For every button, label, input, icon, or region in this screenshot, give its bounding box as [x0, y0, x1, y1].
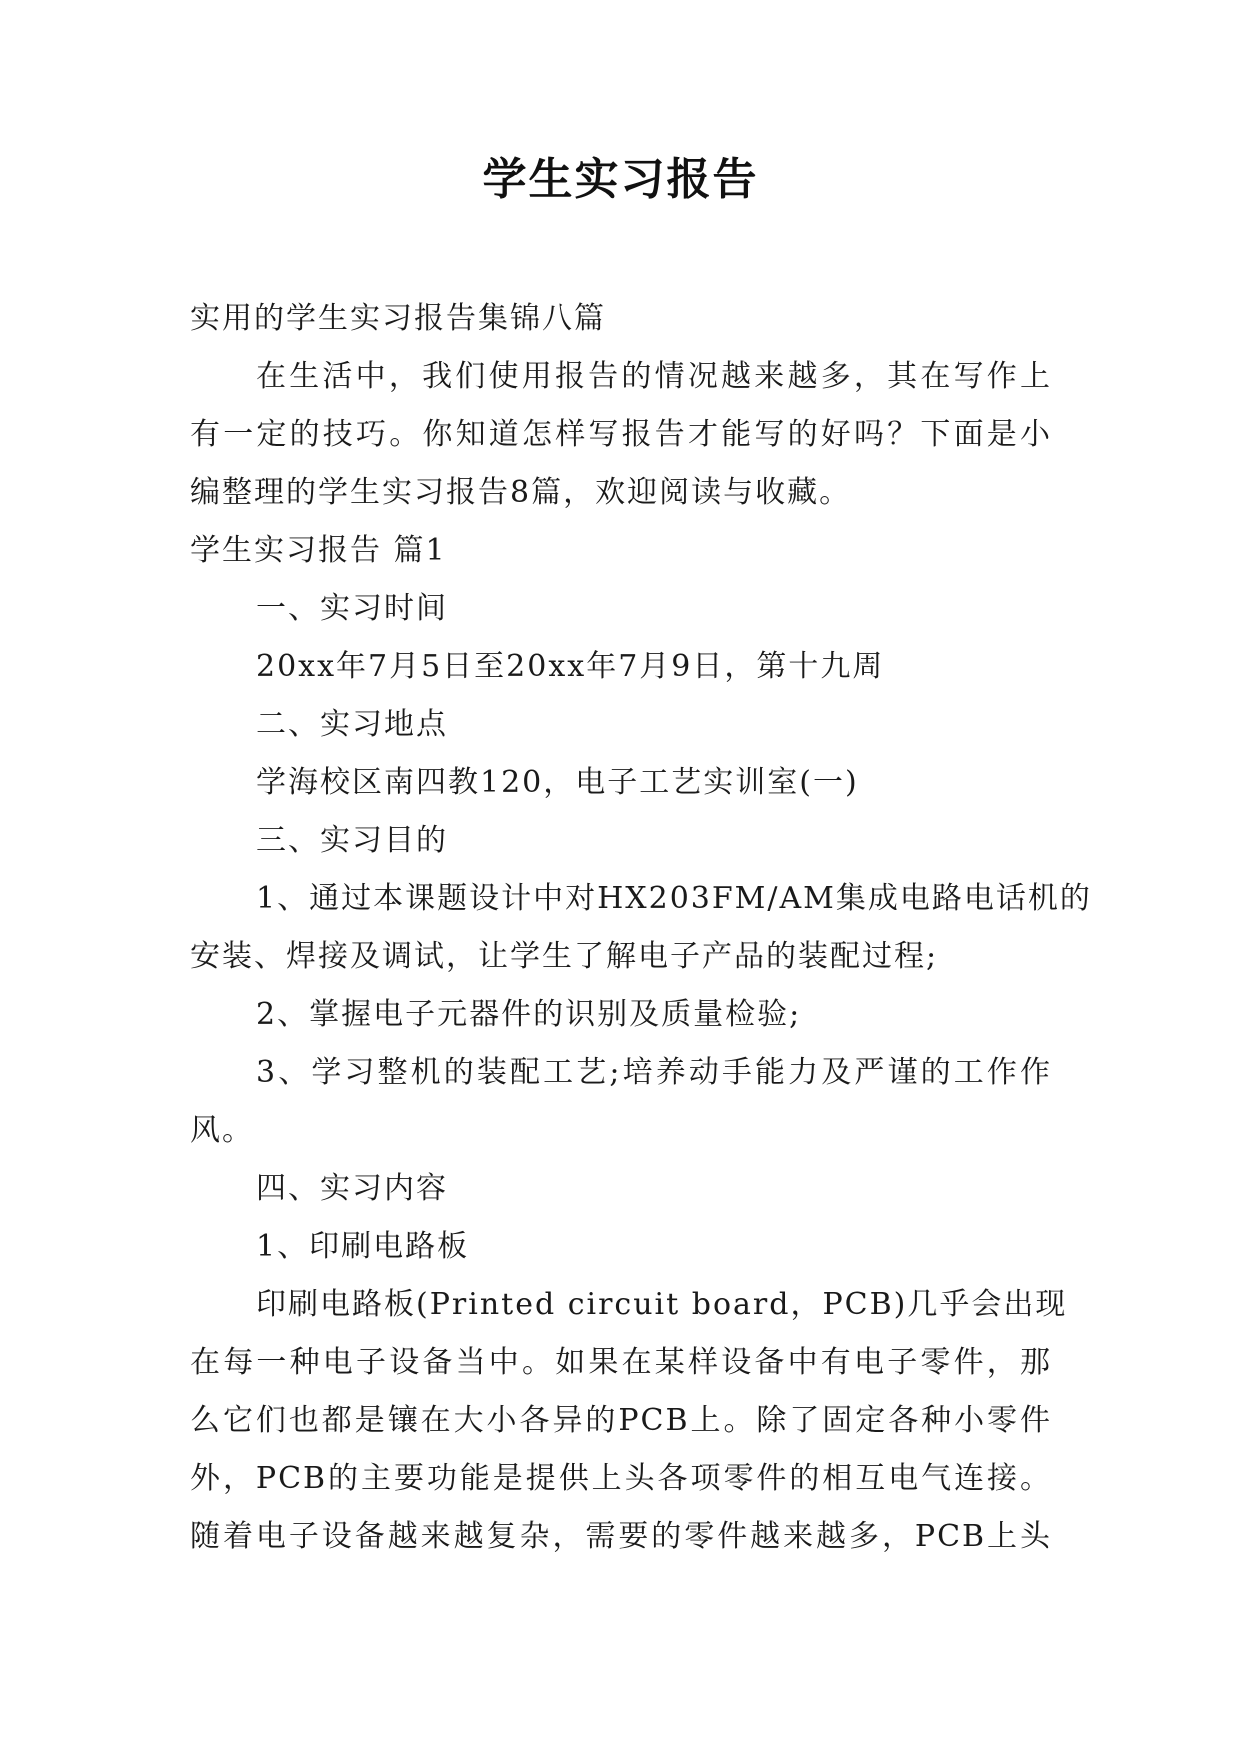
body-line: 安装、焊接及调试，让学生了解电子产品的装配过程; [190, 939, 939, 974]
body-line: 二、实习地点 [256, 707, 448, 742]
body-line: 1、印刷电路板 [256, 1229, 470, 1264]
document-body [190, 290, 1092, 1566]
body-line: 随着电子设备越来越复杂，需要的零件越来越多，PCB上头 [190, 1519, 1052, 1554]
body-line: 在生活中，我们使用报告的情况越来越多，其在写作上 [256, 359, 1052, 394]
body-line: 学海校区南四教120，电子工艺实训室(一) [256, 765, 859, 800]
body-line: 四、实习内容 [256, 1171, 448, 1206]
body-line: 学生实习报告 篇1 [190, 533, 447, 568]
body-line: 实用的学生实习报告集锦八篇 [190, 301, 606, 336]
body-line: 外，PCB的主要功能是提供上头各项零件的相互电气连接。 [190, 1461, 1052, 1496]
document-title: 学生实习报告 [482, 154, 759, 205]
body-line: 风。 [190, 1113, 254, 1148]
body-line: 一、实习时间 [256, 591, 448, 626]
body-line: 有一定的技巧。你知道怎样写报告才能写的好吗？下面是小 [190, 417, 1052, 452]
body-line: 三、实习目的 [256, 823, 448, 858]
body-line: 1、通过本课题设计中对HX203FM/AM集成电路电话机的 [256, 881, 1092, 916]
body-line: 2、掌握电子元器件的识别及质量检验; [256, 997, 802, 1032]
body-line: 3、学习整机的装配工艺;培养动手能力及严谨的工作作 [256, 1055, 1052, 1090]
body-line: 印刷电路板(Printed circuit board，PCB)几乎会出现 [256, 1287, 1068, 1322]
body-line: 么它们也都是镶在大小各异的PCB上。除了固定各种小零件 [190, 1403, 1052, 1438]
body-line: 在每一种电子设备当中。如果在某样设备中有电子零件，那 [190, 1345, 1052, 1380]
body-line: 20xx年7月5日至20xx年7月9日，第十九周 [256, 649, 885, 684]
body-line: 编整理的学生实习报告8篇，欢迎阅读与收藏。 [190, 475, 852, 510]
